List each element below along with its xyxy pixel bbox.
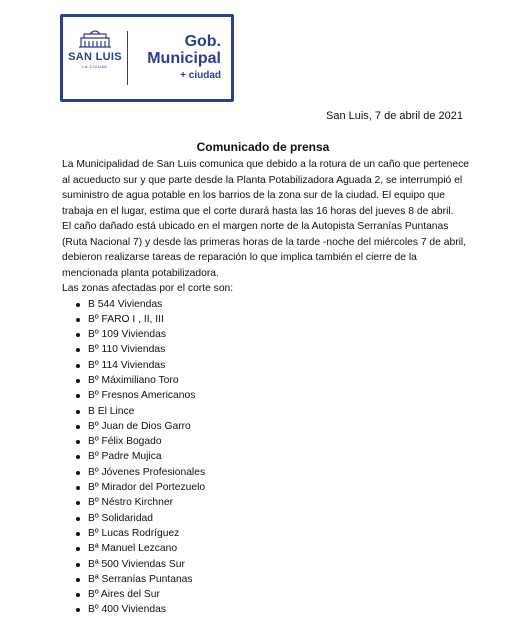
logo-plus-ciudad: + ciudad	[180, 70, 221, 82]
paragraph-zones-heading: Las zonas afectadas por el corte son:	[62, 283, 234, 294]
logo-subtitle: LA CIUDAD	[82, 64, 108, 69]
paragraph-location: El caño dañado está ubicado en el margen norte de la Autopista Serranías Puntanas (Ruta Nacional 7) y desde las primeras horas de la tarde -noche del miércoles 7 de abril, debieron realizarse tareas de reparación lo que implica también el cierre de la mencionada planta potabilizadora.	[62, 221, 467, 279]
zone-list-item: Bº Lucas Rodríguez	[76, 526, 472, 541]
zone-list-item: Bª Manuel Lezcano	[76, 541, 472, 556]
zone-list-item: Bº Máximiliano Toro	[76, 373, 472, 388]
zone-list-item: Bº Néstro Kirchner	[76, 495, 472, 510]
paragraph-intro: La Municipalidad de San Luis comunica que debido a la rotura de un caño que pertenece al acueducto sur y que parte desde la Planta Potabilizadora Aguada 2, se interrumpió el suministro de agua potable en los barrios de la zona sur de la ciudad. El equipo que trabaja en el lugar, estima que el corte durará hasta las 16 horas del jueves 8 de abril.	[62, 159, 470, 217]
zone-list-item: Bª Serranías Puntanas	[76, 572, 472, 587]
document-body	[62, 157, 472, 618]
zone-list-item: Bº FARO I , II, III	[76, 312, 472, 327]
zone-list-item: Bº Mirador del Portezuelo	[76, 480, 472, 495]
zone-list-item: Bº Aires del Sur	[76, 587, 472, 602]
zone-list-item: Bº Padre Mujica	[76, 449, 472, 464]
zone-list-item: Bº Félix Bogado	[76, 434, 472, 449]
zone-list-item: B El Lince	[76, 404, 472, 419]
document-date: San Luis, 7 de abril de 2021	[326, 110, 463, 122]
zone-list-item: Bº 400 Viviendas	[76, 602, 472, 617]
logo-gob: Gob.	[184, 33, 221, 51]
zone-list-item: Bº Fresnos Americanos	[76, 388, 472, 403]
building-icon	[75, 27, 115, 49]
zone-list-item: Bª 500 Viviendas Sur	[76, 557, 472, 572]
logo-emblem	[63, 17, 127, 99]
zone-list-item: Bº 109 Viviendas	[76, 327, 472, 342]
affected-zones-list	[62, 297, 472, 618]
document-title: Comunicado de prensa	[196, 140, 330, 154]
municipal-logo	[60, 14, 234, 102]
logo-city: SAN LUIS	[68, 51, 122, 63]
logo-wordmark	[128, 17, 231, 99]
zone-list-item: Bº Solidaridad	[76, 511, 472, 526]
zone-list-item: B 544 Viviendas	[76, 297, 472, 312]
zone-list-item: Bº 110 Viviendas	[76, 342, 472, 357]
zone-list-item: Bº Juan de Dios Garro	[76, 419, 472, 434]
zone-list-item: Bº 114 Viviendas	[76, 358, 472, 373]
zone-list-item: Bº Jóvenes Profesionales	[76, 465, 472, 480]
logo-municipal: Municipal	[147, 50, 221, 68]
